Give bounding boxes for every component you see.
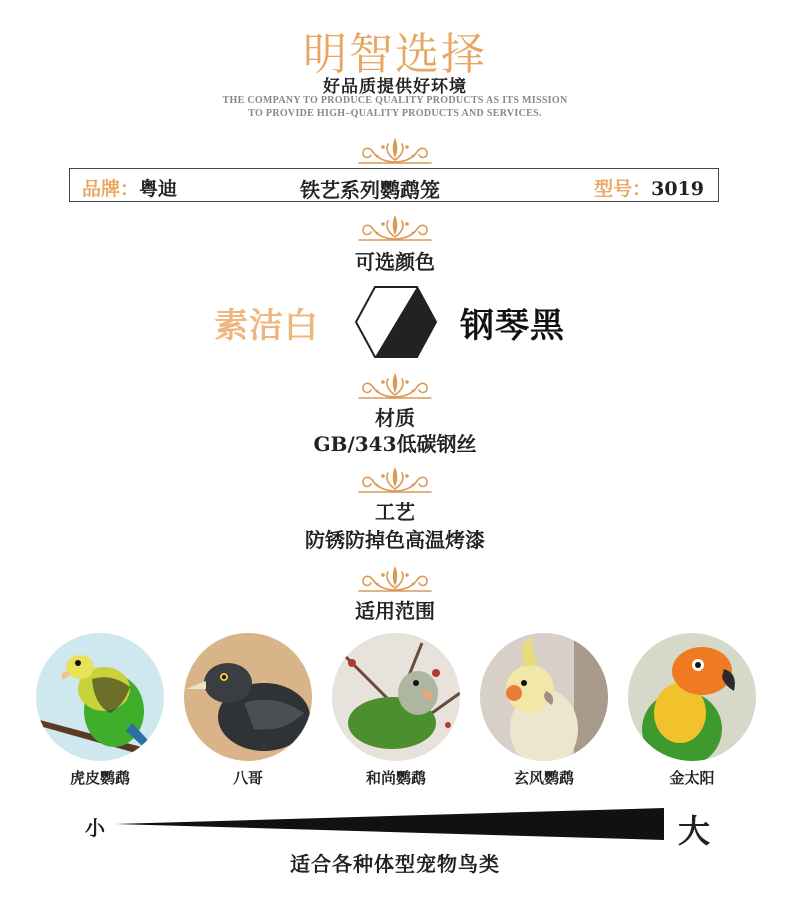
color-options-label: 可选颜色 — [355, 250, 435, 274]
ornament-divider-icon — [355, 211, 435, 245]
page-subtitle: 好品质提供好环境 — [323, 77, 467, 97]
color-white-name: 素洁白 — [214, 306, 319, 346]
color-swatch-hexagon-icon — [354, 285, 438, 359]
model-label: 型号： — [594, 178, 652, 200]
budgerigar-photo — [36, 633, 164, 761]
bird-name-cockatiel: 玄风鹦鹉 — [513, 769, 574, 787]
model-field — [594, 174, 704, 201]
ornament-divider-icon — [355, 562, 435, 596]
size-scale-wedge-icon — [116, 806, 666, 842]
page-title: 明智选择 — [303, 29, 487, 80]
size-small-label: 小 — [85, 816, 105, 840]
craft-value: 防锈防掉色高温烤漆 — [305, 528, 485, 552]
english-slogan-line-1: THE COMPANY TO PRODUCE QUALITY PRODUCTS AS ITS MISSION — [222, 95, 568, 106]
bird-name-sun-conure: 金太阳 — [669, 769, 715, 787]
bird-name-monk-parakeet: 和尚鹦鹉 — [365, 769, 426, 787]
ornament-divider-icon — [355, 134, 435, 168]
bird-name-myna: 八哥 — [232, 769, 263, 787]
ornament-divider-icon — [355, 463, 435, 497]
size-big-label: 大 — [678, 812, 711, 850]
english-slogan-line-2: TO PROVIDE HIGH–QUALITY PRODUCTS AND SERVICES. — [248, 108, 542, 119]
myna-photo — [184, 633, 312, 761]
craft-label: 工艺 — [375, 500, 415, 524]
product-name: 铁艺系列鹦鹉笼 — [300, 178, 440, 202]
brand-field — [82, 174, 177, 201]
material-value: GB/343低碳钢丝 — [313, 432, 477, 456]
brand-label: 品牌： — [82, 178, 140, 200]
scope-footer-text: 适合各种体型宠物鸟类 — [290, 852, 500, 876]
brand-info-bar — [69, 168, 719, 202]
cockatiel-photo — [480, 633, 608, 761]
color-black-name: 钢琴黑 — [460, 306, 565, 346]
scope-label: 适用范围 — [355, 599, 435, 623]
bird-name-budgerigar: 虎皮鹦鹉 — [69, 769, 130, 787]
ornament-divider-icon — [355, 369, 435, 403]
sun-conure-photo — [628, 633, 756, 761]
model-value: 3019 — [651, 178, 704, 200]
brand-value: 粤迪 — [139, 178, 178, 200]
material-label: 材质 — [375, 406, 415, 430]
monk-parakeet-photo — [332, 633, 460, 761]
